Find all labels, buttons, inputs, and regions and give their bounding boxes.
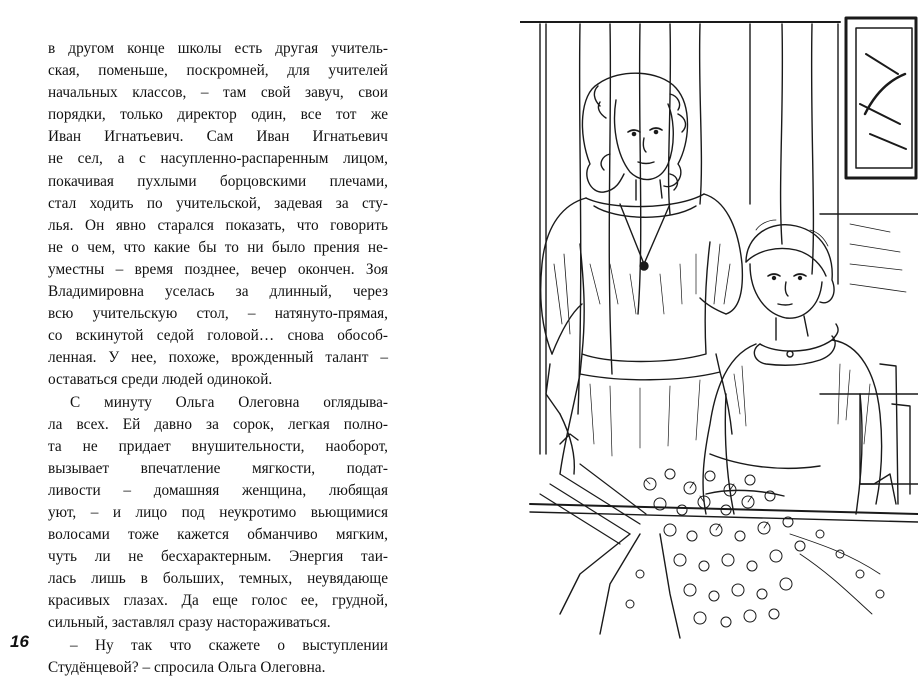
text-line: Иван Игнатьевич. Сам Иван Игнатьевич [48,128,388,146]
text-line: уют, – и лицо под неукротимо вьющимися [48,503,388,521]
curtains [520,22,840,454]
flower-bouquet [540,464,884,638]
wall-panel [820,214,918,484]
text-line: ливости – домашняя женщина, любящая [48,481,388,499]
picture-frame [846,18,916,178]
body-text [48,38,388,679]
chair [880,364,910,504]
illustration-two-women [520,14,918,654]
left-page [0,0,462,676]
text-line: та не придает внушительности, наоборот, [48,437,388,455]
text-line: не о чем, что какие бы то ни было прения не- [48,238,388,256]
text-line: уместны – время позднее, вечер окончен. Зоя [48,260,388,278]
text-line: оставаться среди людей одинокой. [48,371,273,389]
text-line: покачивая пухлыми борцовскими плечами, [48,172,388,190]
text-line: ленная. У нее, похоже, врожденный талант – [48,349,388,367]
text-line: начальных классов, – там свой завуч, свои [48,84,388,102]
text-line: С минуту Ольга Олеговна оглядыва- [70,393,388,411]
text-line: со вскинутой седой головой… снова обособ- [48,327,388,345]
text-line: Студёнцевой? – спросила Ольга Олеговна. [48,658,326,676]
text-line: чуть ли не бесхарактерным. Энергия таи- [48,548,388,566]
text-line: в другом конце школы есть другая учитель- [48,40,388,57]
text-line: Владимировна уселась за длинный, через [48,283,388,301]
text-line: вызывает впечатление мягкости, подат- [48,459,388,477]
text-line: лья. Он явно старался показать, что говорить [48,216,388,234]
table [530,504,918,522]
text-line: – Ну так что скажете о выступлении [70,636,388,654]
text-line: лась лишь в больших, темных, неувядающе [48,570,388,588]
text-line: ская, поменьше, поскромней, для учителей [48,62,388,80]
text-line: всю учительскую стол, – натянуто-прямая, [48,305,388,323]
text-line: красивых глазах. Да еще голос ее, грудной, [48,592,388,610]
text-line: порядки, только директор один, все тот же [48,106,388,124]
text-line: ла всех. Ей давно за сорок, легкая полно- [48,415,388,433]
text-line: не сел, а с насупленно-распаренным лицом, [48,150,388,168]
seated-woman [703,220,896,514]
page-number: 16 [10,632,29,651]
text-line: сильный, заставлял сразу настораживаться. [48,614,331,632]
text-line: стал ходить по учительской, задевая за сту- [48,194,388,212]
text-line: волосами тоже кажется обманчиво мягким, [48,526,388,544]
